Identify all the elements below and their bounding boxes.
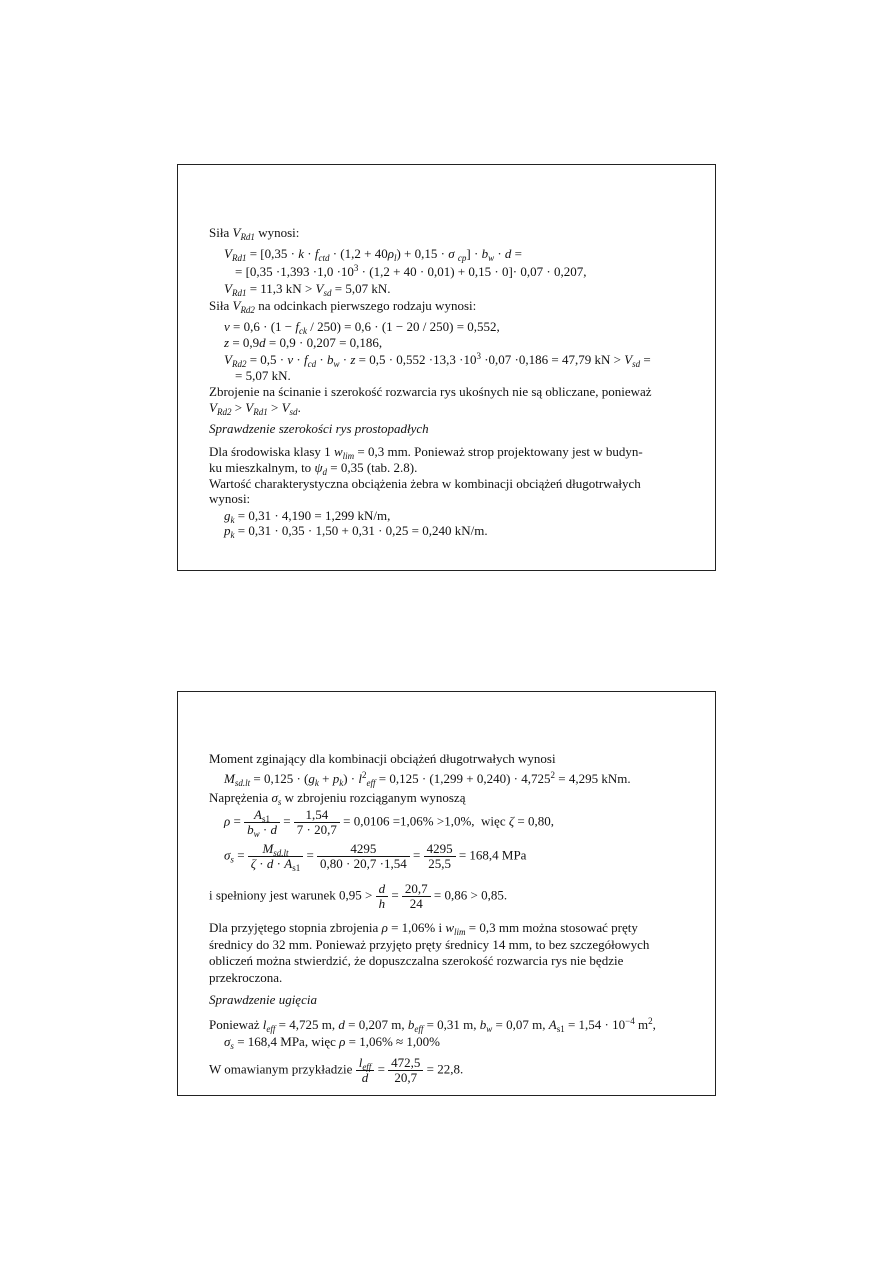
p1-eq-vrd2: $V_{Rd2} = 0,5 \cdot \nu \cdot f_{cd} \cdot b_w \cdot z = 0,5 \cdot 0,552 \cdot 13,3 \cdot 10^3 \cdot 0,07 \cdot 0,186 = 47,79$ kN > $V_{sd}$ = — [224, 351, 651, 369]
p1-eq-gk: $g_k = 0,31 \cdot 4,190 = 1,299$ kN/m, — [224, 508, 391, 525]
p1-line-vrd2: Siła $V_{Rd2}$ na odcinkach pierwszego rodzaju wynosi: — [209, 298, 477, 315]
slide-1 — [177, 164, 716, 571]
frac-d-h: $\frac{d}{h}$ — [376, 882, 389, 911]
frac-sigma-reduced: $\frac{4295}{25,5}$ — [424, 842, 456, 871]
p1-eq-vrd2-cont: = 5,07 kN. — [235, 368, 291, 383]
slide-2 — [177, 691, 716, 1096]
p1-eq-pk: $p_k = 0,31 \cdot 0,35 \cdot 1,50 + 0,31 \cdot 0,25 = 0,240$ kN/m. — [224, 523, 488, 540]
p2-eq-msd: $M_{sd.lt} = 0,125 \cdot (g_k + p_k) \cdot l^2_{eff} = 0,125 \cdot (1,299 + 0,240) \cdot 4,725^2 = 4,295$ kNm. — [224, 770, 631, 788]
p1-line-wartosc: Wartość charakterystyczna obciążenia żebra w kombinacji obciążeń długotrwałych — [209, 476, 641, 491]
p2-eq-leff-d: W omawianym przykładzie $\frac{l_{eff}}{d}$ = $\frac{472,5}{20,7}$ = 22,8. — [209, 1055, 464, 1085]
frac-rho-symbolic: $\frac{A_{s1}}{b_w \cdot d}$ — [244, 808, 280, 837]
frac-sigma-symbolic: $\frac{M_{sd.lt}}{\zeta \cdot d \cdot A_{s1}}$ — [248, 842, 303, 871]
p2-section-heading: Sprawdzenie ugięcia — [209, 992, 317, 1007]
p1-eq-vrd1: $V_{Rd1} = [0,35 \cdot k \cdot f_{ctd} \cdot (1,2 + 40\rho_l) + 0,15 \cdot \sigma$ $_{cp}] \cdot b_w \cdot d$ = — [224, 246, 523, 263]
p2-eq-warunek: i spełniony jest warunek 0,95 > $\frac{d}{h}$ = $\frac{20,7}{24}$ = 0,86 > 0,85. — [209, 881, 508, 911]
p2-line-poniewaz: Ponieważ $l_{eff} = 4,725$ m, d = 0,207 m, $b_{eff} = 0,31$ m, $b_w = 0,07$ m, $A_{s1} = 1,54 \cdot 10^{-4}$ $m^2$, — [209, 1016, 656, 1034]
p2-line-moment: Moment zginający dla kombinacji obciążeń długotrwałych wynosi — [209, 751, 556, 766]
p1-eq-vrd1-result: $V_{Rd1} = 11,3$ kN > $V_{sd} = 5,07$ kN. — [224, 281, 391, 298]
p2-eq-rho: ρ = $\frac{A_{s1}}{b_w \cdot d}$ = $\frac{1,54}{7 \cdot 20,7}$ = 0,0106 =1,06% >1,0%, więc ζ = 0,80, — [224, 807, 554, 839]
p1-line-wynosi: wynosi: — [209, 491, 251, 506]
p2-line-przekroczona: przekroczona. — [209, 970, 283, 985]
frac-leff-d-numeric: $\frac{472,5}{20,7}$ — [388, 1056, 423, 1085]
p2-eq-sigma: $\sigma_s$ = $\frac{M_{sd.lt}}{\zeta \cdot d \cdot A_{s1}}$ = $\frac{4295}{0,80 \cdot 20,7 \cdot 1,54}$ = $\frac{4295}{25,5}$ = 168,4 MPa — [224, 841, 527, 873]
p1-eq-z: z = 0,9d = 0,9 · 0,207 = 0,186, — [224, 335, 383, 350]
p1-line-psi: ku mieszkalnym, to $\psi_d = 0,35$ (tab. 2.8). — [209, 460, 418, 477]
p2-line-naprezenia: Naprężenia $\sigma_s$ w zbrojeniu rozciąganym wynoszą — [209, 790, 466, 807]
p1-line-1: Siła $V_{Rd1}$ wynosi: — [209, 225, 300, 242]
p1-line-wlim: Dla środowiska klasy 1 $w_{lim} = 0,3$ mm. Ponieważ strop projektowany jest w budyn- — [209, 444, 643, 461]
p1-eq-vrd1-sub: = $[0,35 \cdot 1,393 \cdot 1,0 \cdot 10^3 \cdot (1,2 + 40 \cdot 0,01) + 0,15 \cdot 0]\cdot 0,07 \cdot 0,207$, — [235, 263, 587, 279]
p2-line-sigma-value: $\sigma_s = 168,4$ MPa, więc ρ = 1,06% ≈ 1,00% — [224, 1034, 440, 1051]
frac-sigma-numeric: $\frac{4295}{0,80 \cdot 20,7 \cdot 1,54}$ — [317, 842, 410, 871]
frac-d-h-numeric: $\frac{20,7}{24}$ — [402, 882, 431, 911]
p2-line-obliczen: obliczeń można stwierdzić, że dopuszczalna szerokość rozwarcia rys nie będzie — [209, 953, 624, 968]
p1-eq-nu: $\nu = 0,6 \cdot (1 - f_{ck} / 250) = 0,6 \cdot (1 - 20 / 250) = 0,552$, — [224, 319, 500, 336]
frac-rho-numeric: $\frac{1,54}{7 \cdot 20,7}$ — [294, 808, 340, 837]
p2-line-srednicy: średnicy do 32 mm. Ponieważ przyjęto pręty średnicy 14 mm, to bez szczegółowych — [209, 937, 650, 952]
p1-section-heading: Sprawdzenie szerokości rys prostopadłych — [209, 421, 429, 436]
p2-line-stopien: Dla przyjętego stopnia zbrojenia ρ = 1,06% i $w_{lim} = 0,3$ mm można stosować pręty — [209, 920, 638, 937]
p1-line-compare: $V_{Rd2} > V_{Rd1} > V_{sd}$. — [209, 400, 301, 417]
frac-leff-d: $\frac{l_{eff}}{d}$ — [356, 1056, 375, 1085]
p1-line-zbrojenie: Zbrojenie na ścinanie i szerokość rozwarcia rys ukośnych nie są obliczane, ponieważ — [209, 384, 652, 399]
